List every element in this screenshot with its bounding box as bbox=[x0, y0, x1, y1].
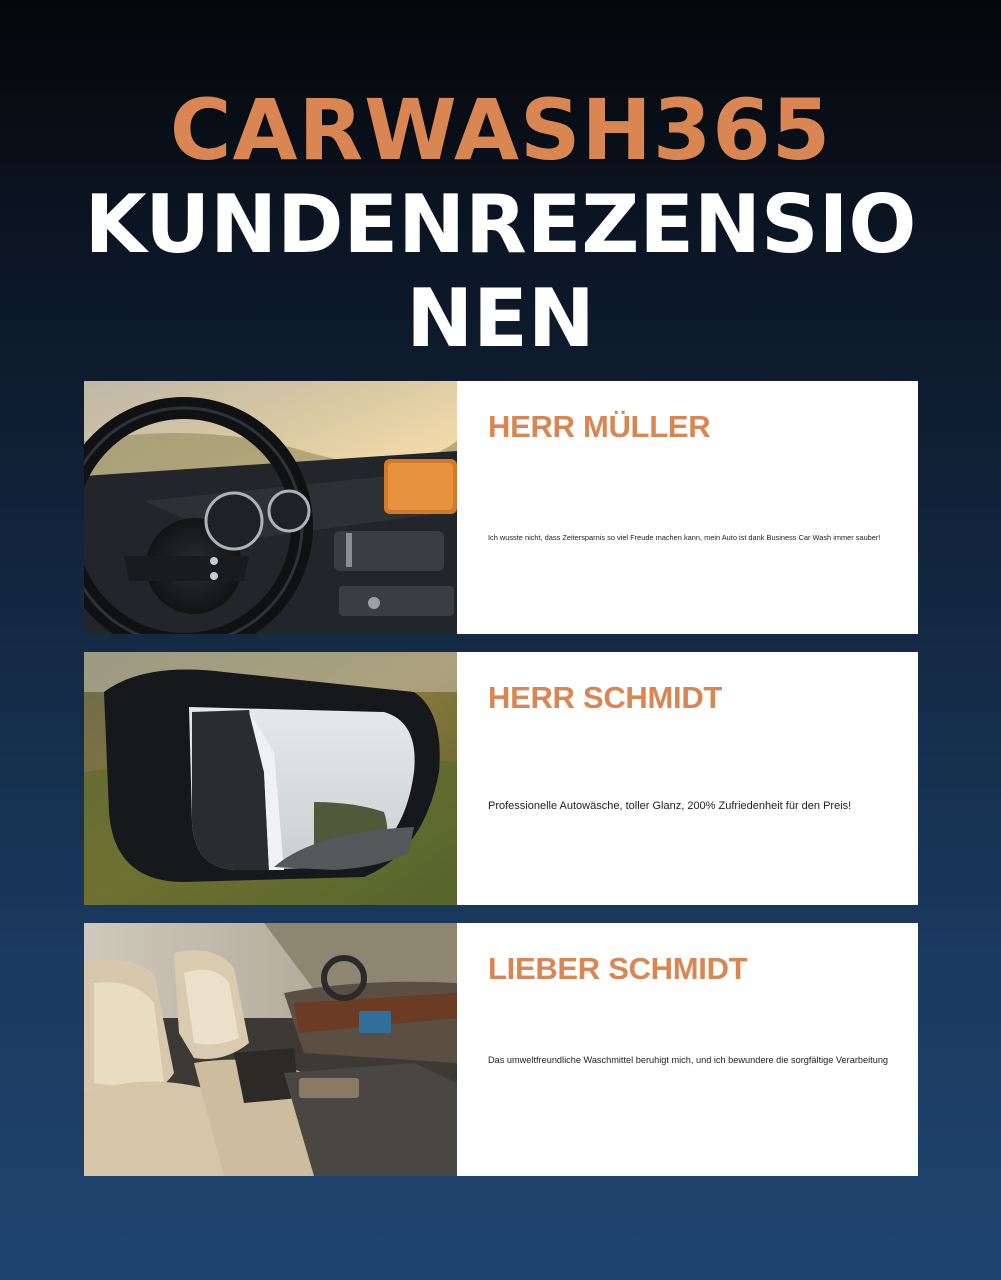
page-title: KUNDENREZENSIONEN bbox=[84, 178, 917, 365]
brand-title: CARWASH365 bbox=[169, 81, 832, 179]
review-photo-mirror bbox=[84, 652, 457, 905]
page-header bbox=[0, 82, 1001, 366]
review-card bbox=[84, 652, 918, 905]
review-text: Professionelle Autowäsche, toller Glanz, 200% Zufriedenheit für den Preis! bbox=[488, 800, 852, 812]
review-card bbox=[84, 923, 918, 1176]
reviewer-name: HERR MÜLLER bbox=[488, 409, 711, 444]
review-text: Das umweltfreundliche Waschmittel beruhigt mich, und ich bewundere die sorgfältige Verarbeitung bbox=[488, 1055, 889, 1065]
review-text: Ich wusste nicht, dass Zeitersparnis so viel Freude machen kann, mein Auto ist dank Business Car Wash immer sauber! bbox=[488, 533, 881, 542]
review-photo-dashboard bbox=[84, 381, 457, 634]
review-card bbox=[84, 381, 918, 634]
reviewer-name: LIEBER SCHMIDT bbox=[488, 951, 748, 986]
review-photo-interior bbox=[84, 923, 457, 1176]
reviewer-name: HERR SCHMIDT bbox=[488, 680, 723, 715]
